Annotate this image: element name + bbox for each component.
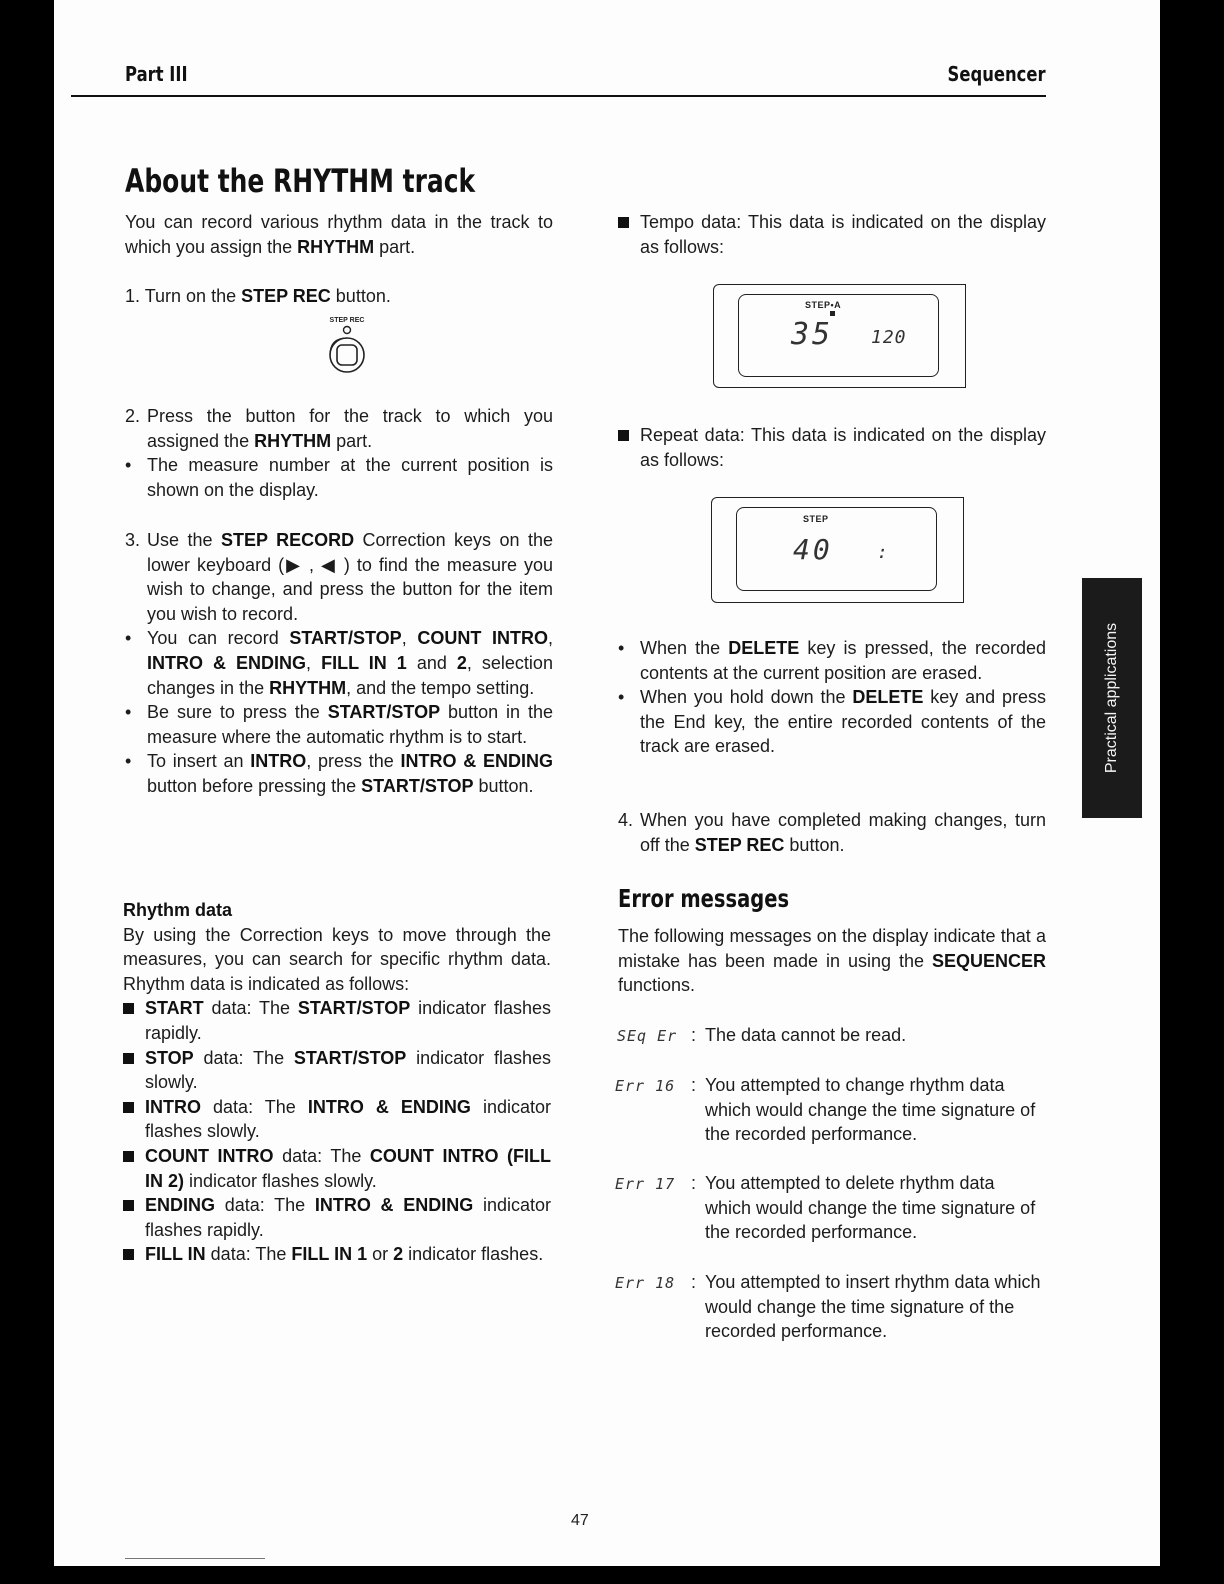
tempo-display-value: 120 — [871, 327, 907, 348]
error-code-4: Err 18 — [615, 1274, 676, 1292]
side-tab-practical-applications — [1082, 578, 1142, 818]
error-messages-heading: Error messages — [618, 884, 790, 913]
error-colon-1: : — [691, 1025, 697, 1045]
error-code-3: Err 17 — [615, 1175, 676, 1193]
repeat-data-item: Repeat data: This data is indicated on the display as follows: — [618, 423, 1046, 472]
rhythm-data-section — [123, 898, 551, 1267]
step-1: 1. Turn on the STEP REC button. — [125, 286, 391, 306]
rhythm-item-fill-in: FILL IN data: The FILL IN 1 or 2 indicator flashes. — [123, 1242, 551, 1267]
repeat-display-label: STEP — [803, 514, 829, 524]
step-rec-button-icon — [325, 324, 369, 380]
tempo-indicator-mark — [830, 311, 835, 316]
tempo-display-measure: 35 — [791, 317, 834, 352]
rhythm-item-ending: ENDING data: The INTRO & ENDING indicator flashes rapidly. — [123, 1193, 551, 1242]
header-rule — [71, 95, 1046, 97]
side-tab-label: Practical applications — [1103, 622, 1120, 774]
delete-bullet-2: • When you hold down the DELETE key and press the End key, the entire recorded contents of the track are erased. — [618, 687, 1046, 757]
tempo-display — [738, 294, 939, 377]
repeat-display — [736, 507, 937, 591]
error-colon-2: : — [691, 1075, 697, 1095]
rhythm-data-heading: Rhythm data — [123, 900, 233, 920]
step-3-bullet-2: • Be sure to press the START/STOP button in the measure where the automatic rhythm is to start. — [125, 702, 553, 747]
rhythm-item-count-intro: COUNT INTRO data: The COUNT INTRO (FILL IN 2) indicator flashes slowly. — [123, 1144, 551, 1193]
intro-paragraph: You can record various rhythm data in the track to which you assign the RHYTHM part. — [125, 212, 553, 257]
footer-rule — [125, 1558, 265, 1559]
error-desc-1: The data cannot be read. — [705, 1025, 907, 1045]
header-section: Sequencer — [947, 62, 1046, 86]
rhythm-item-stop: STOP data: The START/STOP indicator flashes slowly. — [123, 1046, 551, 1095]
delete-bullet-1: • When the DELETE key is pressed, the recorded contents at the current position are erased. — [618, 638, 1046, 683]
step-3: 3. Use the STEP RECORD Correction keys on the lower keyboard (▶ , ◀ ) to find the measure you wish to change, and press the button for the item you wish to record. • You can record START/STOP, COUNT INTRO, INTRO & ENDING, FILL IN 1 and 2, selection changes in the RHYTHM, and the tempo setting. • Be sure to press the START/STOP button in the measure where the automatic rhythm is to start. • To insert an INTRO, press the INTRO & ENDING button before pressing the START/STOP button. — [125, 528, 553, 799]
step-2: 2. Press the button for the track to which you assigned the RHYTHM part. • The measure number at the current position is shown on the display. — [125, 404, 553, 502]
error-desc-4: You attempted to insert rhythm data which would change the time signature of the recorded performance. — [705, 1272, 1041, 1342]
step-rec-label: STEP REC — [329, 317, 365, 324]
step-2-bullet: • The measure number at the current position is shown on the display. — [125, 455, 553, 500]
page-number: 47 — [571, 1512, 589, 1529]
rhythm-item-intro: INTRO data: The INTRO & ENDING indicator flashes slowly. — [123, 1095, 551, 1144]
step-3-bullet-3: • To insert an INTRO, press the INTRO & ENDING button before pressing the START/STOP button. — [125, 751, 553, 796]
step-rec-button-illustration — [325, 317, 369, 385]
step-3-bullet-1: • You can record START/STOP, COUNT INTRO, INTRO & ENDING, FILL IN 1 and 2, selection changes in the RHYTHM, and the tempo setting. — [125, 628, 553, 698]
tempo-display-label: STEP•A — [805, 300, 842, 310]
rhythm-item-start: START data: The START/STOP indicator flashes rapidly. — [123, 996, 551, 1045]
step-4: 4. When you have completed making changes, turn off the STEP REC button. — [618, 810, 1046, 855]
delete-notes — [618, 636, 1046, 759]
error-desc-2: You attempted to change rhythm data which would change the time signature of the recorded performance. — [705, 1075, 1036, 1145]
error-colon-4: : — [691, 1272, 697, 1292]
error-colon-3: : — [691, 1173, 697, 1193]
rhythm-data-intro: By using the Correction keys to move through the measures, you can search for specific rhythm data. Rhythm data is indicated as follows: — [123, 924, 551, 994]
error-desc-3: You attempted to delete rhythm data which would change the time signature of the recorded performance. — [705, 1173, 1036, 1243]
error-code-2: Err 16 — [615, 1077, 676, 1095]
page-title: About the RHYTHM track — [125, 162, 476, 200]
repeat-display-value: : — [877, 542, 888, 563]
header-part: Part III — [125, 62, 188, 86]
tempo-data-item: Tempo data: This data is indicated on the display as follows: — [618, 210, 1046, 259]
error-code-1: SEq Er — [617, 1027, 678, 1045]
error-intro: The following messages on the display indicate that a mistake has been made in using the SEQUENCER functions. — [618, 926, 1046, 996]
repeat-display-measure: 40 — [793, 533, 833, 566]
